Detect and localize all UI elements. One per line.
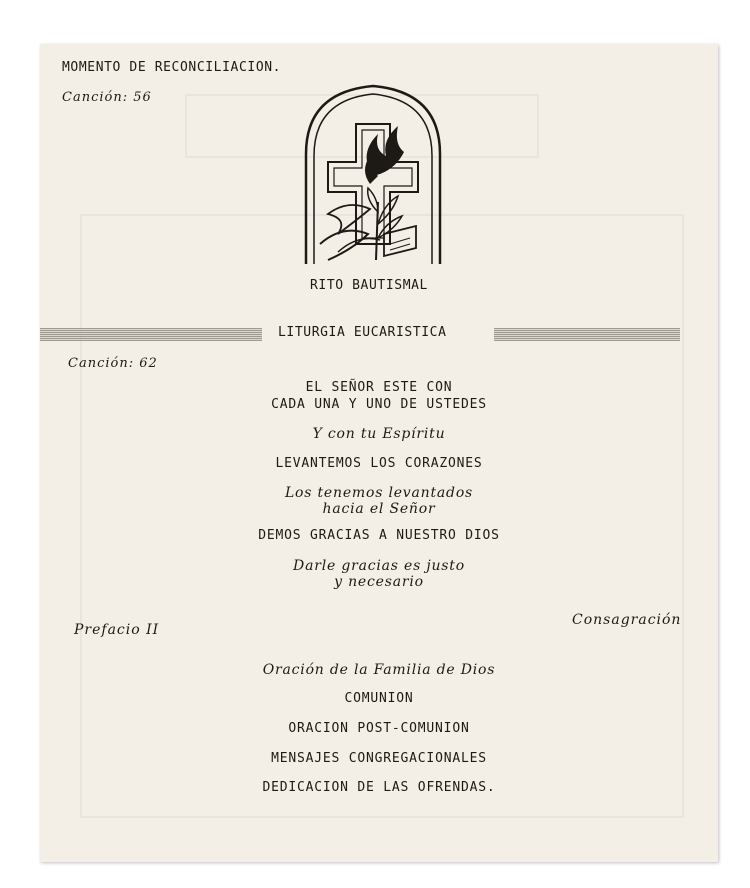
- consecration-label: Consagración: [572, 612, 682, 628]
- dialogue-response: Los tenemos levantados: [284, 485, 474, 501]
- dialogue-line: EL SEÑOR ESTE CON: [305, 380, 453, 395]
- closing-item: Oración de la Familia de Dios: [262, 662, 496, 678]
- dialogue-response: Y con tu Espíritu: [312, 426, 446, 442]
- dialogue-line: CADA UNA Y UNO DE USTEDES: [271, 397, 487, 412]
- preface-label: Prefacio II: [74, 622, 160, 638]
- baptism-cross-dove-icon: [298, 84, 448, 269]
- left-rule-bar: [40, 328, 262, 341]
- dialogue-line: DEMOS GRACIAS A NUESTRO DIOS: [258, 528, 500, 543]
- right-rule-bar: [494, 328, 680, 341]
- closing-item: MENSAJES CONGREGACIONALES: [271, 751, 487, 766]
- dialogue-response: y necesario: [334, 574, 424, 590]
- closing-item: DEDICACION DE LAS OFRENDAS.: [262, 780, 496, 795]
- section-title: LITURGIA EUCARISTICA: [278, 325, 447, 340]
- emblem-caption: RITO BAUTISMAL: [310, 278, 428, 293]
- closing-item: COMUNION: [344, 691, 414, 706]
- bulletin-page: [40, 44, 718, 862]
- closing-item: ORACION POST-COMUNION: [288, 721, 470, 736]
- dialogue-line: LEVANTEMOS LOS CORAZONES: [275, 456, 483, 471]
- song-number-1: Canción: 56: [62, 90, 152, 105]
- song-number-2: Canción: 62: [68, 356, 158, 371]
- moment-heading: MOMENTO DE RECONCILIACION.: [62, 60, 282, 75]
- dialogue-response: hacia el Señor: [322, 501, 436, 517]
- dialogue-response: Darle gracias es justo: [293, 558, 465, 574]
